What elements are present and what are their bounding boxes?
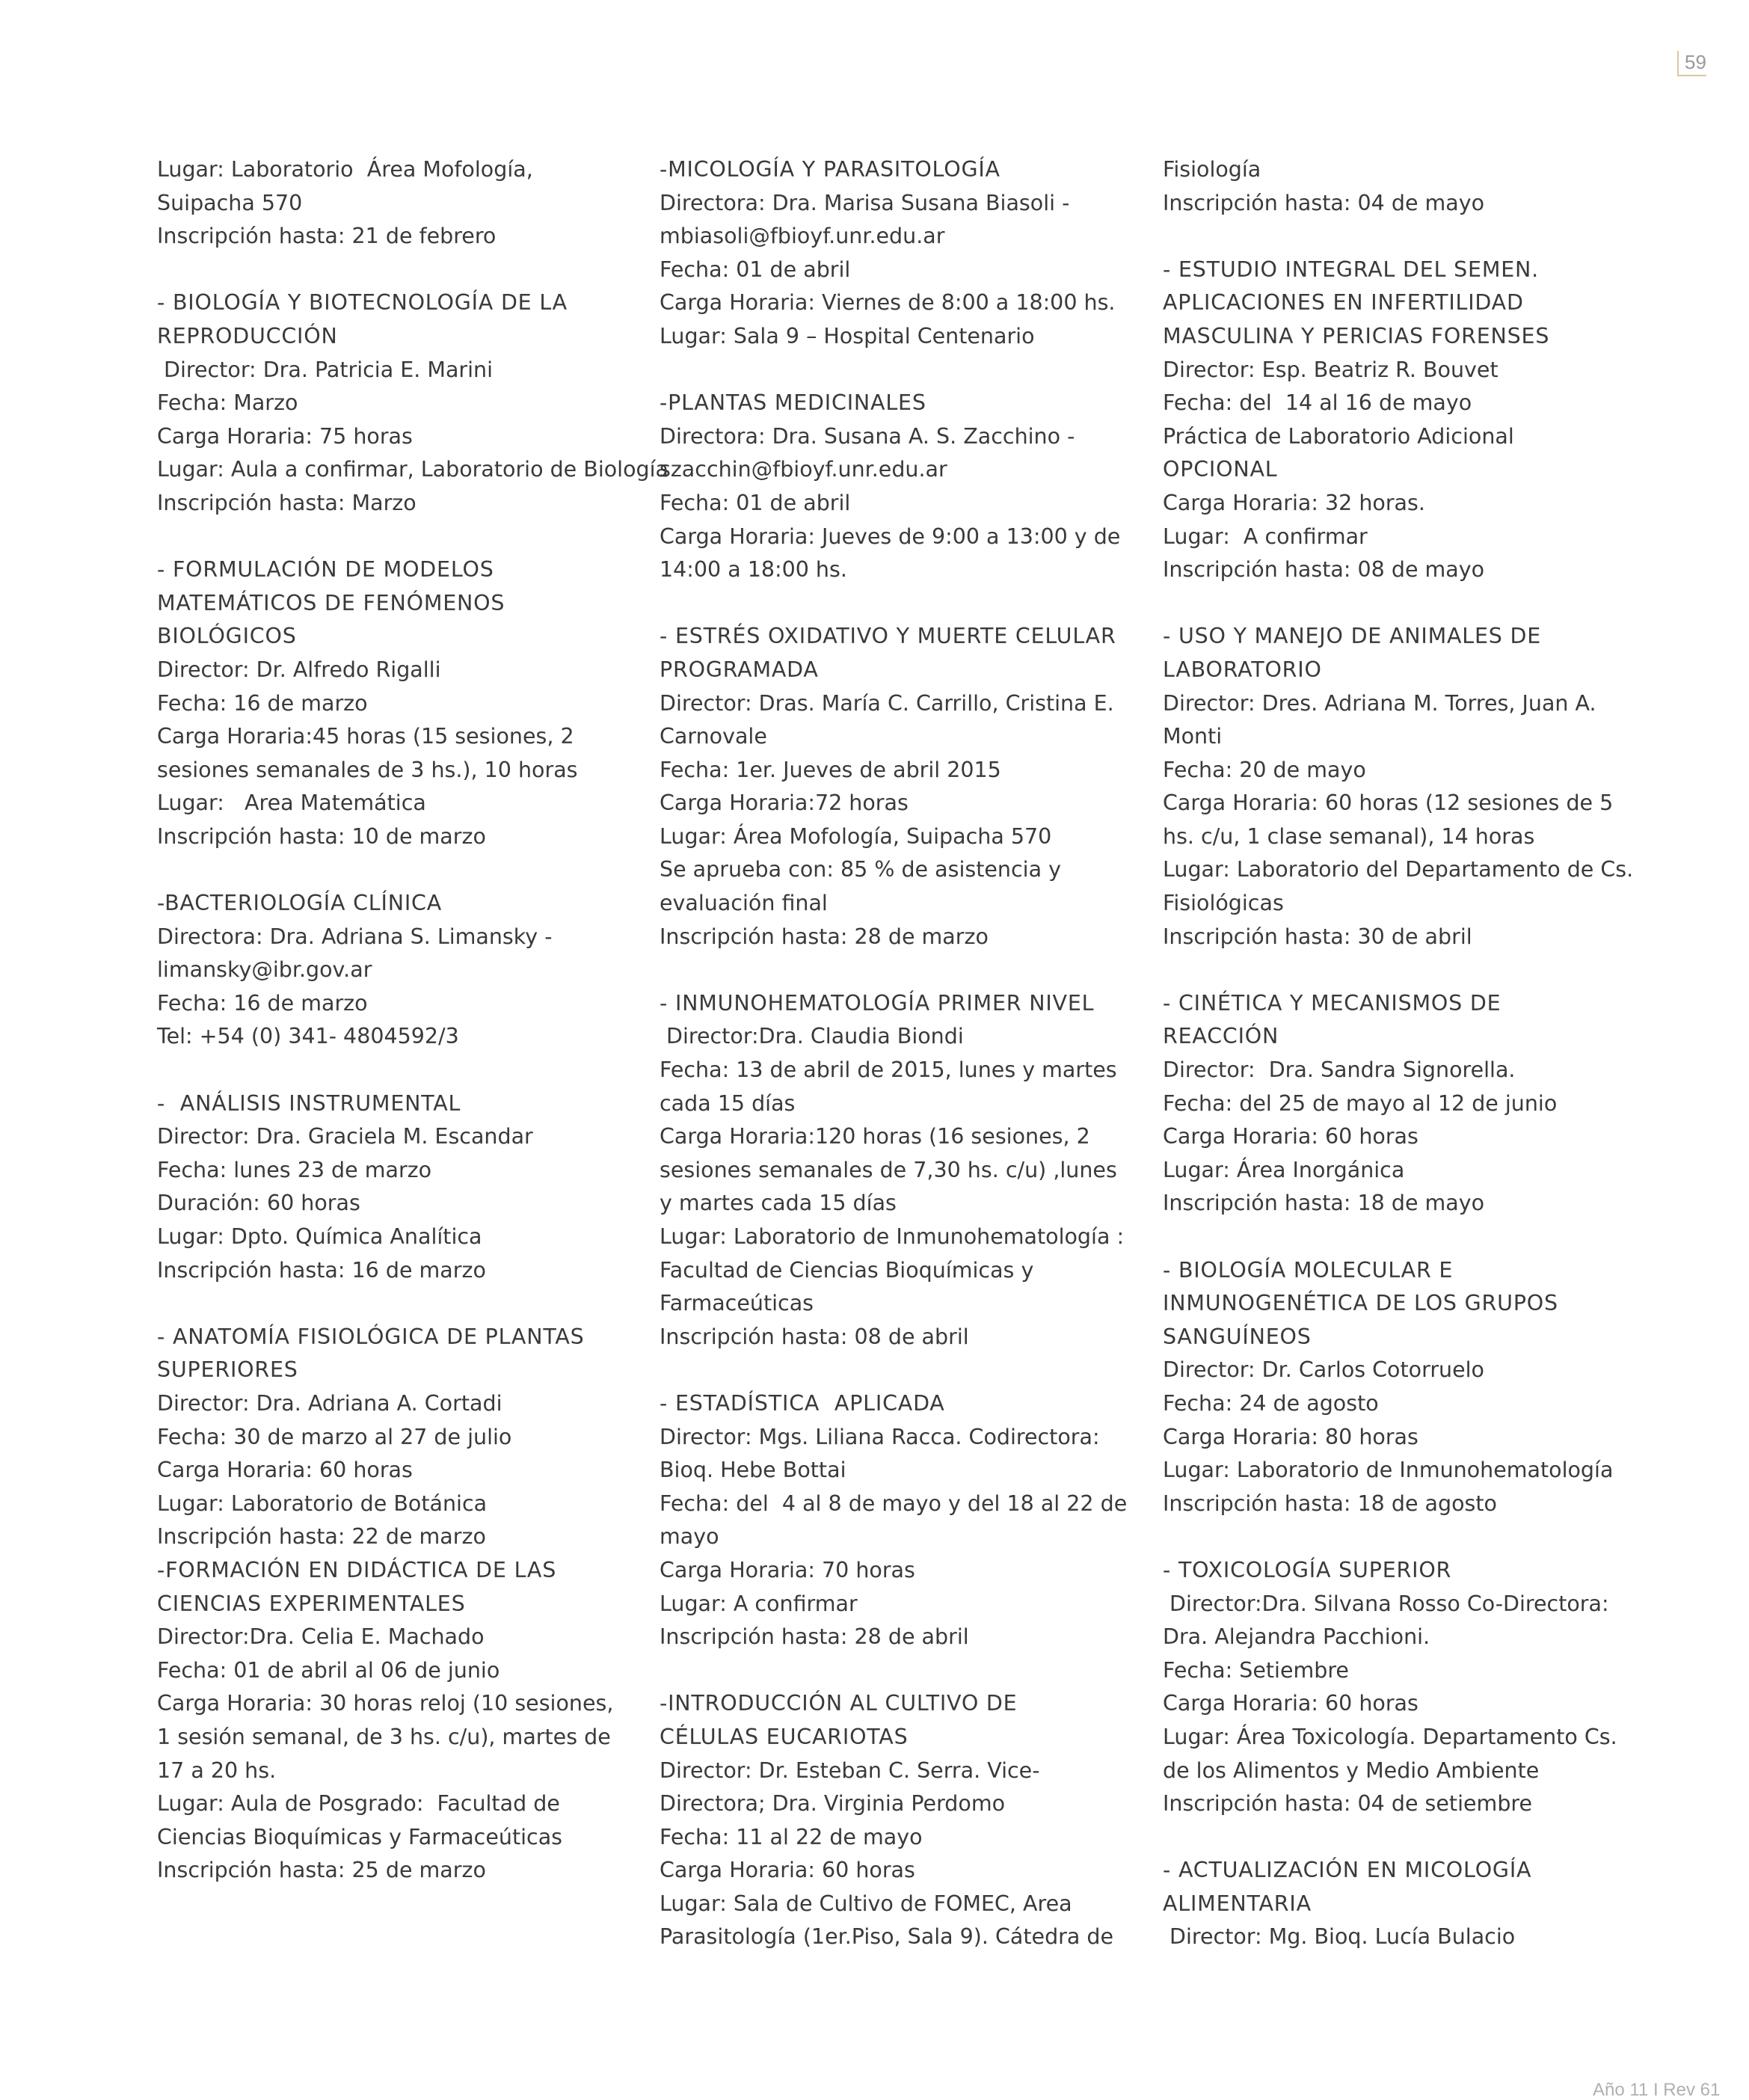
course-heading-line: MASCULINA Y PERICIAS FORENSES [1163, 323, 1550, 349]
course-heading-line: REACCIÓN [1163, 1024, 1279, 1049]
course-detail-line: Director:Dra. Claudia Biondi [660, 1024, 964, 1049]
course-heading-line: -FORMACIÓN EN DIDÁCTICA DE LAS [157, 1557, 557, 1582]
course-detail-line: Director: Dr. Carlos Cotorruelo [1163, 1357, 1484, 1383]
blank-line [660, 354, 1153, 387]
course-detail-line: hs. c/u, 1 clase semanal), 14 horas [1163, 823, 1535, 849]
course-heading-line: BIOLÓGICOS [157, 624, 297, 649]
course-detail-line: Lugar: Aula a confirmar, Laboratorio de Biología [157, 457, 669, 482]
course-detail-line: Fecha: 16 de marzo [157, 690, 368, 716]
course-detail-line: Lugar: Dpto. Química Analítica [157, 1224, 482, 1249]
course-detail-line: Carga Horaria:120 horas (16 sesiones, 2 [660, 1124, 1090, 1149]
course-detail-line: Director: Dra. Adriana A. Cortadi [157, 1390, 502, 1416]
course-detail-line: mayo [660, 1524, 719, 1550]
course-detail-line: Director: Esp. Beatriz R. Bouvet [1163, 357, 1499, 382]
course-detail-line: 17 a 20 hs. [157, 1757, 277, 1783]
course-detail-line: Fisiología [1163, 157, 1261, 182]
course-detail-line: Fecha: lunes 23 de marzo [157, 1157, 432, 1182]
course-detail-line: Carga Horaria: 32 horas. [1163, 490, 1425, 515]
course-detail-line: Fecha: del 4 al 8 de mayo y del 18 al 22 de [660, 1490, 1128, 1516]
course-heading-line: - BIOLOGÍA MOLECULAR E [1163, 1257, 1454, 1283]
blank-line [1163, 1520, 1656, 1554]
course-detail-line: sesiones semanales de 3 hs.), 10 horas [157, 757, 578, 782]
course-detail-line: szacchin@fbioyf.unr.edu.ar [660, 457, 947, 482]
course-detail-line: Lugar: Area Matemática [157, 790, 426, 816]
course-detail-line: 1 sesión semanal, de 3 hs. c/u), martes de [157, 1724, 611, 1749]
page-number: 59 [1677, 51, 1706, 76]
course-detail-line: Director: Mg. Bioq. Lucía Bulacio [1163, 1924, 1516, 1950]
course-detail-line: Directora: Dra. Adriana S. Limansky - [157, 924, 553, 949]
course-detail-line: Carga Horaria: 60 horas [660, 1858, 915, 1883]
course-detail-line: Fecha: 11 al 22 de mayo [660, 1824, 923, 1849]
course-detail-line: Fecha: 1er. Jueves de abril 2015 [660, 757, 1001, 782]
course-detail-line: Director: Mgs. Liliana Racca. Codirectora: [660, 1424, 1100, 1449]
course-detail-line: Inscripción hasta: 04 de setiembre [1163, 1791, 1533, 1817]
course-heading-line: - USO Y MANEJO DE ANIMALES DE [1163, 624, 1542, 649]
blank-line [660, 954, 1153, 987]
column-2 [660, 153, 1153, 1954]
course-detail-line: Carga Horaria: 75 horas [157, 423, 413, 449]
blank-line [660, 587, 1153, 621]
course-detail-line: Lugar: Sala de Cultivo de FOMEC, Area [660, 1891, 1072, 1916]
course-detail-line: Lugar: Laboratorio de Inmunohematología [1163, 1458, 1614, 1483]
course-detail-line: cada 15 días [660, 1090, 796, 1116]
footer-issue: Año 11 I Rev 61 [1593, 2080, 1721, 2100]
course-detail-line: Ciencias Bioquímicas y Farmaceúticas [157, 1824, 563, 1849]
course-detail-line: Fisiológicas [1163, 891, 1284, 916]
course-detail-line: Carnovale [660, 724, 767, 749]
course-detail-line: Lugar: Laboratorio del Departamento de Cs. [1163, 857, 1634, 882]
course-detail-line: Director: Dr. Esteban C. Serra. Vice- [660, 1757, 1040, 1783]
column-3 [1163, 153, 1656, 1954]
course-heading-line: - ESTADÍSTICA APLICADA [660, 1390, 945, 1416]
course-detail-line: Lugar: Laboratorio de Inmunohematología : [660, 1224, 1125, 1249]
blank-line [157, 521, 651, 554]
course-detail-line: Carga Horaria: 60 horas [157, 1458, 413, 1483]
course-detail-line: Fecha: 30 de marzo al 27 de julio [157, 1424, 512, 1449]
course-heading-line: - TOXICOLOGÍA SUPERIOR [1163, 1557, 1452, 1582]
course-detail-line: Dra. Alejandra Pacchioni. [1163, 1624, 1430, 1650]
course-detail-line: Inscripción hasta: 25 de marzo [157, 1858, 486, 1883]
course-detail-line: Fecha: Marzo [157, 390, 298, 416]
course-detail-line: Inscripción hasta: 08 de mayo [1163, 557, 1485, 583]
course-heading-line: LABORATORIO [1163, 657, 1322, 682]
course-detail-line: 14:00 a 18:00 hs. [660, 557, 847, 583]
course-detail-line: Director: Dr. Alfredo Rigalli [157, 657, 441, 682]
course-detail-line: Directora: Dra. Susana A. S. Zacchino - [660, 423, 1075, 449]
course-detail-line: Carga Horaria: 80 horas [1163, 1424, 1418, 1449]
course-detail-line: Lugar: Área Inorgánica [1163, 1157, 1405, 1182]
course-heading-line: SUPERIORES [157, 1357, 298, 1383]
course-detail-line: Fecha: 16 de marzo [157, 990, 368, 1016]
course-detail-line: Carga Horaria: 30 horas reloj (10 sesiones, [157, 1691, 614, 1716]
course-heading-line: -PLANTAS MEDICINALES [660, 390, 926, 416]
blank-line [660, 1654, 1153, 1688]
course-detail-line: Fecha: 01 de abril [660, 490, 851, 515]
blank-line [1163, 220, 1656, 254]
blank-line [1163, 1821, 1656, 1855]
course-detail-line: sesiones semanales de 7,30 hs. c/u) ,lunes [660, 1157, 1117, 1182]
course-detail-line: Director:Dra. Silvana Rosso Co-Directora: [1163, 1591, 1609, 1616]
course-detail-line: evaluación final [660, 891, 828, 916]
course-detail-line: Lugar: A confirmar [1163, 524, 1368, 549]
course-heading-line: - INMUNOHEMATOLOGÍA PRIMER NIVEL [660, 990, 1095, 1016]
course-detail-line: Carga Horaria:45 horas (15 sesiones, 2 [157, 724, 574, 749]
course-detail-line: Director:Dra. Celia E. Machado [157, 1624, 485, 1650]
course-heading-line: -MICOLOGÍA Y PARASITOLOGÍA [660, 157, 1000, 182]
course-detail-line: Inscripción hasta: 18 de mayo [1163, 1191, 1485, 1216]
course-detail-line: Facultad de Ciencias Bioquímicas y [660, 1257, 1034, 1283]
course-heading-line: SANGUÍNEOS [1163, 1324, 1312, 1349]
course-heading-line: - ESTRÉS OXIDATIVO Y MUERTE CELULAR [660, 624, 1116, 649]
course-detail-line: Lugar: Laboratorio de Botánica [157, 1490, 488, 1516]
course-detail-line: Fecha: del 14 al 16 de mayo [1163, 390, 1472, 416]
course-detail-line: Inscripción hasta: 21 de febrero [157, 224, 497, 249]
course-heading-line: APLICACIONES EN INFERTILIDAD [1163, 290, 1524, 316]
course-detail-line: Fecha: 01 de abril [660, 257, 851, 282]
course-heading-line: -BACTERIOLOGÍA CLÍNICA [157, 891, 443, 916]
course-heading-line: CIENCIAS EXPERIMENTALES [157, 1591, 466, 1616]
course-detail-line: Fecha: 24 de agosto [1163, 1390, 1379, 1416]
course-detail-line: Carga Horaria: 60 horas (12 sesiones de 5 [1163, 790, 1614, 816]
course-detail-line: Carga Horaria: 70 horas [660, 1557, 915, 1582]
course-detail-line: Suipacha 570 [157, 190, 303, 215]
course-detail-line: Lugar: Sala 9 – Hospital Centenario [660, 323, 1035, 349]
course-detail-line: Se aprueba con: 85 % de asistencia y [660, 857, 1061, 882]
course-heading-line: ALIMENTARIA [1163, 1891, 1312, 1916]
course-detail-line: Fecha: del 25 de mayo al 12 de junio [1163, 1090, 1558, 1116]
blank-line [1163, 587, 1656, 621]
blank-line [157, 1054, 651, 1087]
course-detail-line: Inscripción hasta: Marzo [157, 490, 416, 515]
course-detail-line: Práctica de Laboratorio Adicional [1163, 423, 1514, 449]
course-detail-line: Carga Horaria: 60 horas [1163, 1124, 1418, 1149]
course-detail-line: Director: Dres. Adriana M. Torres, Juan A. [1163, 690, 1596, 716]
course-detail-line: Director: Dra. Patricia E. Marini [157, 357, 494, 382]
course-heading-line: - FORMULACIÓN DE MODELOS [157, 557, 494, 583]
course-heading-line: - CINÉTICA Y MECANISMOS DE [1163, 990, 1501, 1016]
course-detail-line: Tel: +54 (0) 341- 4804592/3 [157, 1024, 459, 1049]
course-heading-line: - ACTUALIZACIÓN EN MICOLOGÍA [1163, 1858, 1532, 1883]
course-detail-line: Inscripción hasta: 22 de marzo [157, 1524, 486, 1550]
course-heading-line: REPRODUCCIÓN [157, 323, 338, 349]
course-detail-line: Lugar: Laboratorio Área Mofología, [157, 157, 533, 182]
course-heading-line: - BIOLOGÍA Y BIOTECNOLOGÍA DE LA [157, 290, 568, 316]
course-detail-line: Inscripción hasta: 16 de marzo [157, 1257, 486, 1283]
course-heading-line: CÉLULAS EUCARIOTAS [660, 1724, 909, 1749]
column-1 [157, 153, 669, 1888]
course-detail-line: Carga Horaria:72 horas [660, 790, 909, 816]
course-detail-line: Inscripción hasta: 28 de abril [660, 1624, 969, 1650]
blank-line [660, 1354, 1153, 1387]
course-detail-line: Inscripción hasta: 28 de marzo [660, 924, 989, 949]
course-detail-line: Inscripción hasta: 10 de marzo [157, 823, 486, 849]
course-heading-line: PROGRAMADA [660, 657, 819, 682]
course-heading-line: MATEMÁTICOS DE FENÓMENOS [157, 590, 505, 615]
course-detail-line: Carga Horaria: Viernes de 8:00 a 18:00 hs. [660, 290, 1116, 316]
course-heading-line: OPCIONAL [1163, 457, 1278, 482]
blank-line [1163, 954, 1656, 987]
course-detail-line: Fecha: 13 de abril de 2015, lunes y martes [660, 1057, 1117, 1083]
course-heading-line: - ESTUDIO INTEGRAL DEL SEMEN. [1163, 257, 1540, 282]
course-detail-line: mbiasoli@fbioyf.unr.edu.ar [660, 224, 945, 249]
course-detail-line: Directora: Dra. Marisa Susana Biasoli - [660, 190, 1070, 215]
course-heading-line: INMUNOGENÉTICA DE LOS GRUPOS [1163, 1291, 1558, 1316]
course-detail-line: Monti [1163, 724, 1223, 749]
course-detail-line: Director: Dra. Graciela M. Escandar [157, 1124, 533, 1149]
course-detail-line: Inscripción hasta: 18 de agosto [1163, 1490, 1497, 1516]
course-detail-line: Inscripción hasta: 04 de mayo [1163, 190, 1485, 215]
course-detail-line: Fecha: 20 de mayo [1163, 757, 1366, 782]
blank-line [157, 254, 651, 287]
course-detail-line: Carga Horaria: Jueves de 9:00 a 13:00 y de [660, 524, 1121, 549]
course-detail-line: Carga Horaria: 60 horas [1163, 1691, 1418, 1716]
course-detail-line: y martes cada 15 días [660, 1191, 897, 1216]
course-detail-line: limansky@ibr.gov.ar [157, 957, 372, 983]
blank-line [157, 1287, 651, 1321]
course-detail-line: de los Alimentos y Medio Ambiente [1163, 1757, 1540, 1783]
course-detail-line: Directora; Dra. Virginia Perdomo [660, 1791, 1006, 1817]
blank-line [157, 853, 651, 887]
course-detail-line: Lugar: Área Mofología, Suipacha 570 [660, 823, 1052, 849]
course-detail-line: Director: Dras. María C. Carrillo, Cristina E. [660, 690, 1114, 716]
course-detail-line: Director: Dra. Sandra Signorella. [1163, 1057, 1516, 1083]
course-detail-line: Fecha: 01 de abril al 06 de junio [157, 1657, 500, 1683]
course-detail-line: Duración: 60 horas [157, 1191, 360, 1216]
course-detail-line: Bioq. Hebe Bottai [660, 1458, 846, 1483]
course-detail-line: Lugar: Área Toxicología. Departamento Cs. [1163, 1724, 1617, 1749]
course-detail-line: Parasitología (1er.Piso, Sala 9). Cátedra de [660, 1924, 1114, 1950]
course-heading-line: -INTRODUCCIÓN AL CULTIVO DE [660, 1691, 1018, 1716]
course-detail-line: Lugar: A confirmar [660, 1591, 858, 1616]
course-detail-line: Farmaceúticas [660, 1291, 814, 1316]
course-detail-line: Fecha: Setiembre [1163, 1657, 1349, 1683]
course-heading-line: - ANÁLISIS INSTRUMENTAL [157, 1090, 461, 1116]
course-detail-line: Inscripción hasta: 08 de abril [660, 1324, 969, 1349]
course-heading-line: - ANATOMÍA FISIOLÓGICA DE PLANTAS [157, 1324, 585, 1349]
course-detail-line: Inscripción hasta: 30 de abril [1163, 924, 1472, 949]
blank-line [1163, 1221, 1656, 1254]
course-detail-line: Lugar: Aula de Posgrado: Facultad de [157, 1791, 560, 1817]
